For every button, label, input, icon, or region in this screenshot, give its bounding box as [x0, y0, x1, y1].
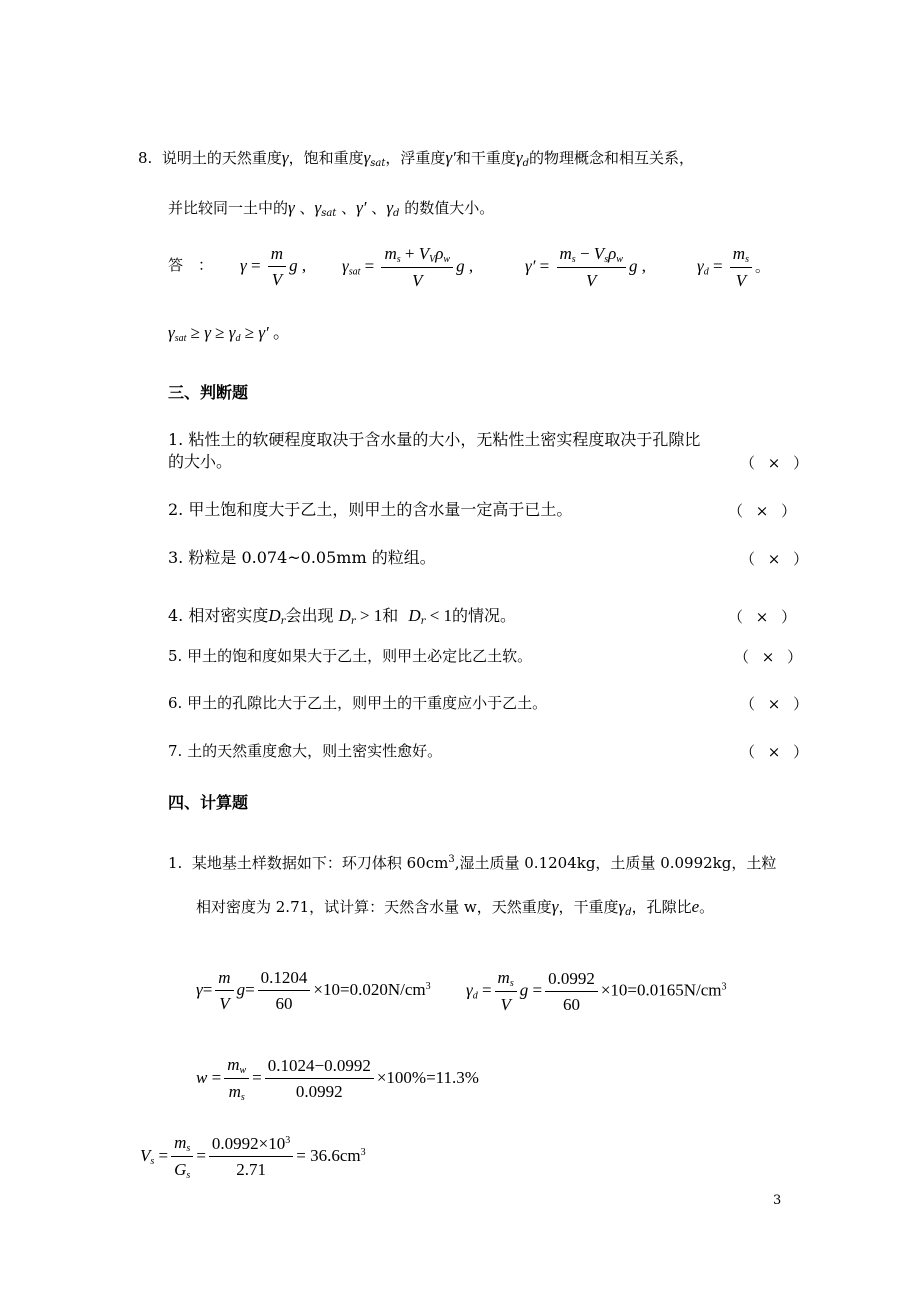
formula-gamma-d: $\gamma_d$ = $\frac{m_s}{V}$ 。 — [697, 244, 770, 290]
judge-item-2: 2. 甲土饱和度大于乙土，则甲土的含水量一定高于已土。 — [168, 500, 573, 519]
judge-item-1: 1. 粘性土的软硬程度取决于含水量的大小，无粘性土密实程度取决于孔隙比 — [168, 430, 701, 449]
calc-q1-line1: 1. 某地基土样数据如下：环刀体积 $60cm^3$,湿土质量 0.1204kg，土质量 0.0992kg，土粒 — [168, 854, 777, 872]
judge-item-6: 6. 甲土的孔隙比大于乙土，则甲土的干重度应小于乙土。 — [168, 694, 548, 712]
judge-item-4: 4. 相对密实度$D_r$会出现 $D_r > 1$和 $D_r < 1$的情况。 — [168, 606, 517, 627]
calc-gamma: γ= $\frac{m}{V}$ g= $\frac{0.1204}{60}$ $\times 10=0.020N/cm^3$ — [196, 968, 431, 1013]
formula-gamma-prime: γ′ = $\frac{m_s - V_s\rho_w}{V}$ g , — [525, 244, 646, 290]
judge-item-5: 5. 甲土的饱和度如果大于乙土，则甲土必定比乙土软。 — [168, 647, 533, 665]
formula-gamma: γ = $\frac{m}{V}$ g , — [240, 244, 307, 289]
calc-water-content: w = $\frac{m_w}{m_s}$ = $\frac{0.1024-0.0992}{0.0992}$ ×100%=11.3% — [196, 1055, 479, 1103]
formula-inequality: $\gamma_{sat} \ge \gamma \ge \gamma_d \ge \gamma'$ 。 — [168, 323, 290, 344]
calc-vs: $V_s$ = $\frac{m_s}{G_s}$ = $\frac{0.0992\times 10^3}{2.71}$ = $36.6cm^3$ — [140, 1133, 366, 1181]
section4-title: 四、计算题 — [168, 793, 249, 812]
judge-mark-1: （ × ） — [740, 454, 813, 472]
judge-mark-3: （ × ） — [740, 550, 813, 568]
judge-item-3: 3. 粉粒是 0.074~0.05mm 的粒组。 — [168, 548, 436, 567]
section3-title: 三、判断题 — [168, 383, 249, 402]
judge-mark-5: （ × ） — [734, 648, 807, 666]
judge-mark-6: （ × ） — [740, 695, 813, 713]
page-number: 3 — [773, 1193, 782, 1208]
calc-q1-line2: 相对密度为 2.71，试计算：天然含水量 w，天然重度γ，干重度$\gamma_d$，孔隙比e。 — [196, 897, 715, 918]
q8-answer-label: 答 ： — [168, 256, 214, 274]
judge-item-1-cont: 的大小。 — [168, 452, 233, 471]
formula-gamma-sat: $\gamma_{sat}$ = $\frac{m_s + V_V\rho_w}{V}$ g , — [342, 244, 474, 290]
calc-gamma-d: $\gamma_d$ = $\frac{m_s}{V}$ g = $\frac{0.0992}{60}$ $\times 10=0.0165N/cm^3$ — [466, 968, 727, 1014]
judge-mark-2: （ × ） — [728, 502, 801, 520]
q8-line2: 并比较同一土中的γ 、$\gamma_{sat}$ 、γ′ 、$\gamma_d$ 的数值大小。 — [168, 198, 495, 219]
q8-number: 8. — [138, 149, 153, 167]
judge-item-7: 7. 土的天然重度愈大，则土密实性愈好。 — [168, 742, 443, 760]
judge-mark-4: （ × ） — [728, 608, 801, 626]
q8-line1: 8. 说明土的天然重度γ，饱和重度$\gamma_{sat}$，浮重度γ′和干重度$\gamma_d$的物理概念和相互关系， — [138, 148, 694, 169]
judge-mark-7: （ × ） — [740, 743, 813, 761]
